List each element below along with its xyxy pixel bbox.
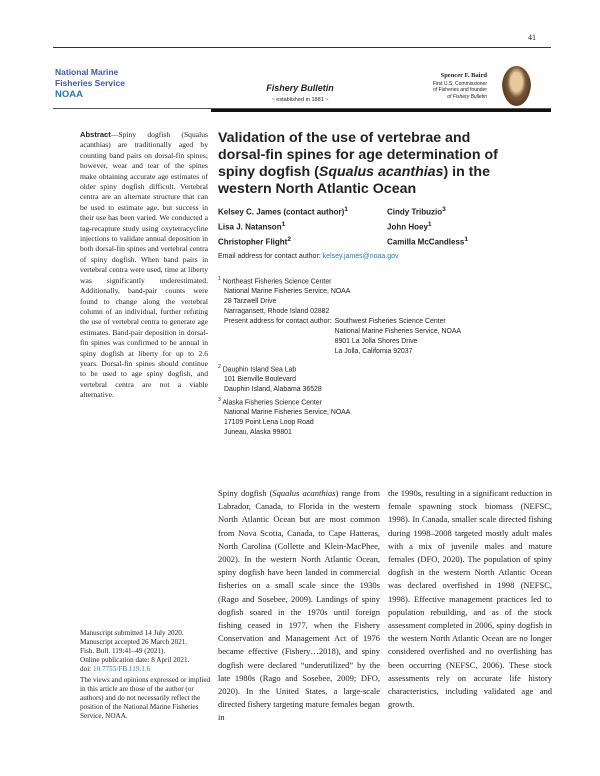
page-number: 41 — [528, 33, 536, 42]
body-column-left: Spiny dogfish (Squalus acanthias) range from Labrador, Canada, to Florida in the western North Atlantic Ocean but are most common from Nova Scotia, Canada, to Cape Hatteras, North Carolina (Collette and Klein-MacPhee, 2002). In the western North Atlantic Ocean, spiny dogfish have been landed in commercial fisheries on a small scale since the 1930s (Rago and Sosebee, 2009). Landings of spiny dogfish soared in the 1970s until foreign fishing ceased in 1977, when the Fishery Conservation and Management Act of 1976 became effective (Fishery…2018), and spiny dogfish were declared “underutilized” by the late 1980s (Rago and Sosebee, 2009; DFO, 2020). In the United States, a large-scale directed fishery targeting mature females began in — [218, 488, 381, 723]
affiliation-3: $^3$ Alaska Fisheries Science Center National Marine Fisheries Service, NOAA 17109 Point Lena Loop Road Juneau, Alaska 99801 — [218, 397, 351, 437]
doi-label: doi: — [80, 665, 93, 674]
affiliation-1: $^1$ Northeast Fisheries Science Center National Marine Fisheries Service, NOAA 28 Tarzwell Drive Narragansett, Rhode Island 02882 Present address for contact author: Southwest Fisheries Science Center National Marine Fisheries Service, NOAA 8901 La Jolla Shores Drive La Jolla, California 92037 — [218, 274, 558, 357]
header-bottom-thick-rule — [211, 109, 551, 112]
agency-line-1: National Marine — [55, 67, 119, 77]
contact-email — [218, 253, 399, 260]
online-date: Online publication date: 8 April 2021. — [80, 656, 190, 665]
baird-line-1: First U.S. Commissioner — [432, 80, 487, 87]
author: John Hoey$^1$ — [387, 221, 432, 232]
title-part-1: Validation of the use of vertebrae and dorsal-fin spines for age determination of spiny dogfish ( — [218, 130, 498, 180]
manuscript-info — [80, 629, 215, 674]
citation: Fish. Bull. 119:41–49 (2021). — [80, 647, 166, 656]
doi-link[interactable]: 10.7755/FB.119.1.6 — [92, 665, 151, 674]
journal-established: ~ established in 1881 ~ — [271, 97, 329, 103]
present-address: Present address for contact author: Southwest Fisheries Science Center National Marine Fisheries Service, NOAA 8901 La Jolla Shores Drive La Jolla, California 92037 — [224, 318, 462, 356]
author: Cindy Tribuzio$^3$ — [387, 206, 446, 217]
agency-short: NOAA — [55, 89, 83, 100]
author: Camilla McCandless$^1$ — [387, 236, 469, 247]
accepted-date: Manuscript accepted 26 March 2021. — [80, 638, 188, 647]
authors-right — [387, 204, 468, 249]
baird-name: Spencer F. Baird — [440, 72, 487, 79]
abstract — [80, 130, 208, 401]
body-column-right: the 1990s, resulting in a significant reduction in female spawning stock biomass (NEFSC, 1998). In Canada, smaller scale directed fishing during 1998–2008 targeted mostly adult males with a mix of juvenile males and mature females (DFO, 2020). The population of spiny dogfish in the western North Atlantic Ocean was declared overfished in 1998 (NEFSC, 1998). Effective management practices led to population rebuilding, and as of the stock assessment completed in 2006, spiny dogfish in the western North Atlantic Ocean are no longer considered overfished and no overfishing has been occurring (NEFSC, 2006). These stock assessments rely on accurate life history characteristics, including validated age and growth. — [388, 488, 552, 710]
title-species: Squalus acanthias — [318, 164, 444, 180]
author: Lisa J. Natanson$^1$ — [218, 221, 286, 232]
article-title — [218, 130, 518, 198]
baird-caption — [433, 73, 487, 100]
affiliation-2: $^2$ Dauphin Island Sea Lab 101 Bienville Boulevard Dauphin Island, Alabama 36528 — [218, 364, 322, 394]
email-link[interactable]: kelsey.james@noaa.gov — [322, 253, 399, 260]
author: Christopher Flight$^2$ — [218, 236, 292, 247]
author: Kelsey C. James (contact author)$^1$ — [218, 206, 348, 217]
baird-portrait-image — [502, 66, 531, 106]
baird-line-3: of Fishery Bulletin — [447, 93, 487, 100]
abstract-text: —Spiny dogfish (Squalus acanthias) are traditionally aged by counting band pairs on dorsal-fin spines; however, wear and tear of the spines make obtaining accurate age estimates of older spiny dogfish difficult. Vertebral centra are an alternate structure that can be used to estimate age, but success in their use has been varied. We conducted a tag-recapture study using oxytetracycline injections to validate annual deposition in both dorsal-fin spines and vertebral centra of spiny dogfish. When band pairs in vertebral centra were used, time at liberty was significantly underestimated. Additionally, band-pair counts were found to change along the vertebral column of an individual, further refuting the use of vertebral centra to generate age estimates. Band-pair deposition in dorsal-fin spines was confirmed to be annual in spiny dogfish at liberty for up to 2.6 years. Dorsal-fin spines should continue to be used to age spiny dogfish, and vertebral centra are not a viable alternative. — [80, 130, 208, 400]
authors-left — [218, 204, 348, 249]
title-part-2: ) in the western North Atlantic Ocean — [218, 164, 490, 197]
abstract-label: Abstract — [80, 130, 111, 139]
journal-title: Fishery Bulletin — [266, 83, 334, 93]
submitted-date: Manuscript submitted 14 July 2020. — [80, 629, 184, 637]
disclaimer: The views and opinions expressed or implied in this article are those of the author (or authors) and do not necessarily reflect the position of the National Marine Fisheries Service, NOAA. — [80, 676, 211, 721]
header-rule — [53, 47, 551, 48]
email-label: Email address for contact author: — [218, 253, 323, 260]
baird-line-2: of Fisheries and founder — [433, 87, 487, 93]
agency-line-2: Fisheries Service — [55, 78, 125, 88]
